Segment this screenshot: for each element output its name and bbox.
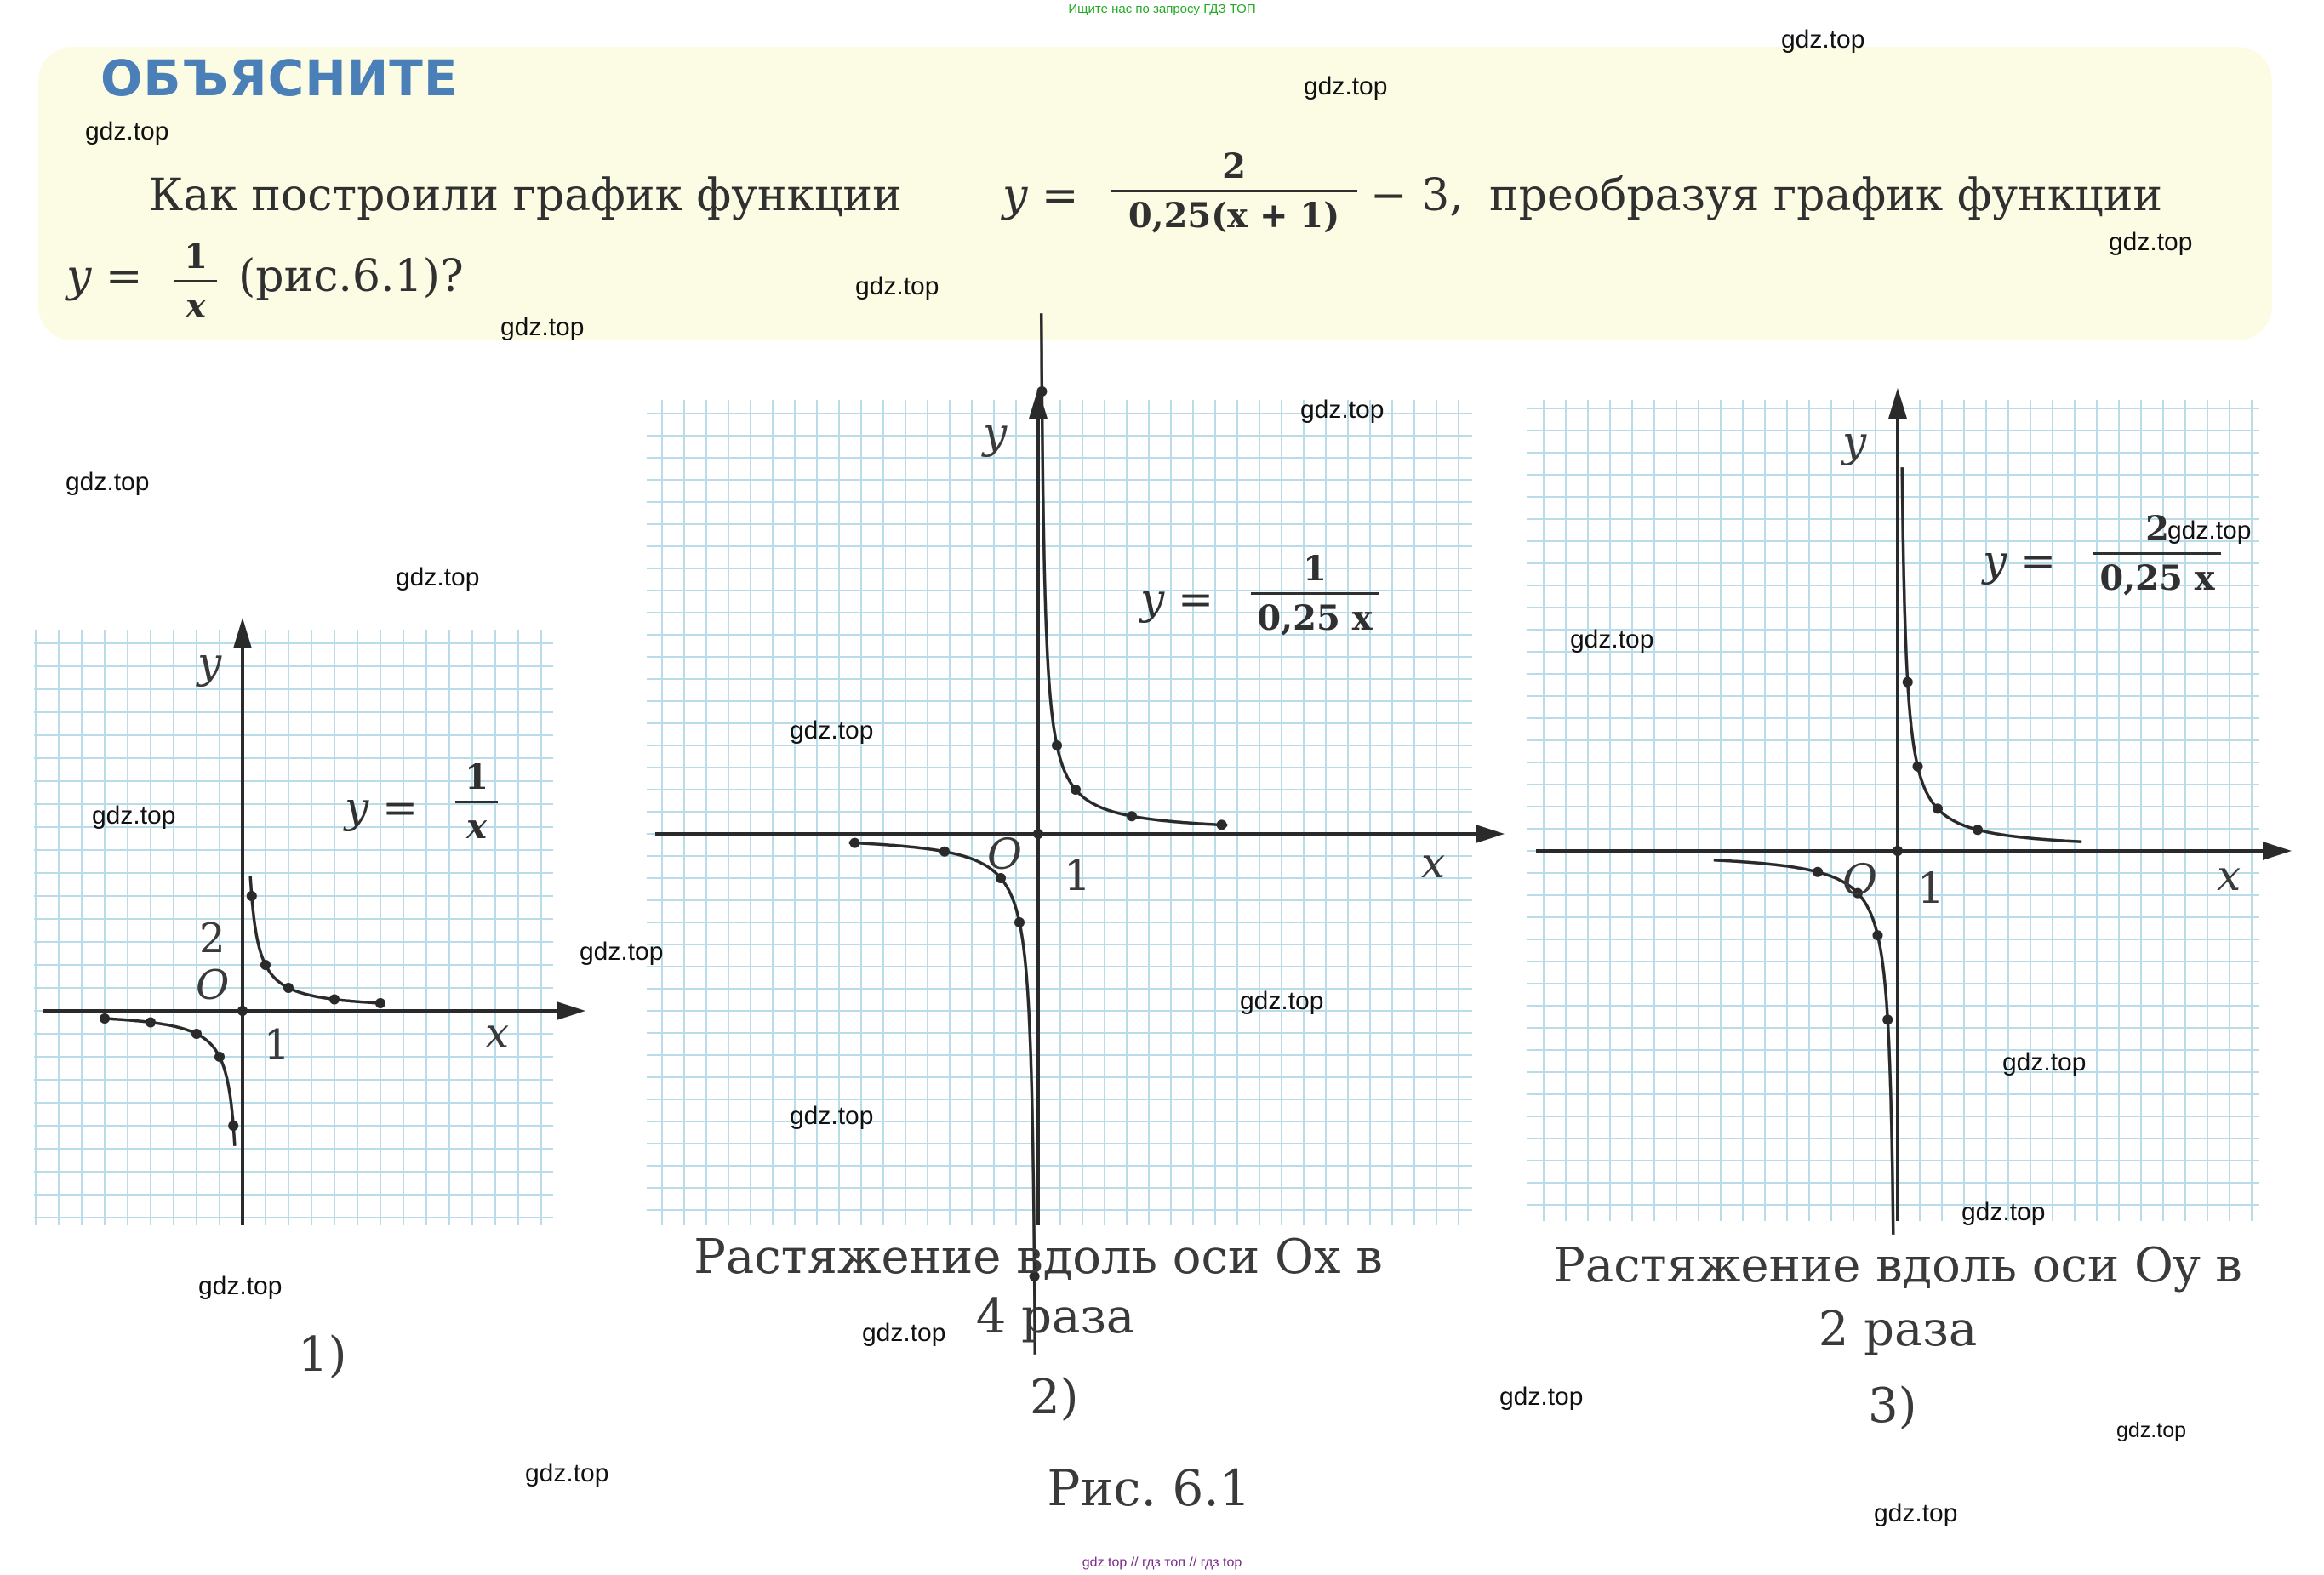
watermark: gdz.top — [85, 117, 169, 146]
point — [283, 983, 294, 993]
task-main-frac-den: 0,25(x + 1) — [1128, 196, 1340, 236]
point — [329, 995, 340, 1005]
g2-label: 2) — [1030, 1370, 1079, 1425]
bottom-note: gdz top // гдз топ // гдз top — [1082, 1555, 1242, 1570]
origin-point — [1893, 846, 1903, 856]
point — [939, 847, 950, 857]
figure-caption: Рис. 6.1 — [1047, 1459, 1251, 1517]
g2-frac-num: 1 — [1303, 549, 1327, 589]
watermark: gdz.top — [1961, 1198, 2046, 1226]
watermark: gdz.top — [1304, 72, 1388, 100]
point — [1882, 1014, 1893, 1024]
point — [1913, 762, 1923, 772]
watermark: gdz.top — [1874, 1499, 1958, 1527]
hyperbola-branch-right — [1902, 467, 2081, 842]
x-axis-arrow — [1476, 825, 1505, 843]
watermark: gdz.top — [2167, 516, 2252, 545]
point — [260, 960, 271, 970]
task-small-frac-num: 1 — [184, 237, 208, 277]
task-text-1: Как построили график функции — [149, 170, 902, 221]
point — [1903, 677, 1913, 688]
g2-formula-lhs: y = — [1140, 574, 1214, 624]
origin-point — [1033, 829, 1043, 839]
point — [247, 891, 257, 901]
watermark: gdz.top — [1300, 396, 1385, 424]
point — [191, 1029, 202, 1039]
point — [375, 998, 385, 1008]
watermark: gdz.top — [66, 468, 150, 496]
g2-frac-den: 0,25 x — [1257, 598, 1373, 638]
task-text-3: (рис.6.1)? — [238, 251, 464, 302]
g3-caption-line-2: 2 раза — [1818, 1302, 1978, 1357]
point — [1071, 785, 1081, 795]
g3-tick-x: 1 — [1917, 864, 1944, 913]
watermark: gdz.top — [525, 1459, 609, 1487]
point — [1127, 811, 1137, 821]
g1-y-label: y — [197, 638, 222, 688]
g1-frac-num: 1 — [465, 757, 488, 797]
watermark: gdz.top — [862, 1319, 946, 1347]
g1-frac-den: x — [466, 807, 487, 847]
watermark: gdz.top — [198, 1272, 283, 1300]
task-text-2: преобразуя график функции — [1489, 170, 2163, 221]
point — [1813, 867, 1823, 877]
point — [1052, 740, 1062, 750]
top-note: Ищите нас по запросу ГДЗ ТОП — [1068, 2, 1256, 16]
watermark: gdz.top — [1499, 1383, 1584, 1411]
watermark: gdz.top — [396, 563, 480, 591]
g3-x-label: x — [2217, 851, 2241, 900]
task-y-eq: y = — [1002, 170, 1079, 221]
point — [146, 1018, 156, 1028]
g2-formula-fraction — [1251, 549, 1379, 638]
graph-1 — [34, 618, 585, 1225]
g2-caption-line-1: Растяжение вдоль оси Ox в — [694, 1230, 1383, 1285]
g1-tick-y: 2 — [199, 915, 226, 962]
y-axis-arrow — [233, 618, 252, 648]
watermark: gdz.top — [2002, 1048, 2087, 1076]
g2-y-label: y — [983, 408, 1008, 458]
y-axis-arrow — [1888, 388, 1907, 419]
point — [1217, 819, 1227, 830]
point — [1036, 386, 1047, 397]
watermark: gdz.top — [92, 802, 176, 830]
watermark: gdz.top — [580, 938, 664, 966]
g3-label: 3) — [1868, 1378, 1917, 1434]
g3-frac-num: 2 — [2145, 509, 2169, 549]
point — [849, 838, 859, 848]
task-main-frac-num: 2 — [1222, 146, 1246, 186]
watermark: gdz.top — [2109, 228, 2193, 256]
watermark: gdz.top — [500, 313, 585, 341]
g3-frac-den: 0,25 x — [2099, 558, 2215, 598]
g1-formula-lhs: y = — [345, 783, 419, 832]
point — [214, 1052, 225, 1062]
g2-tick-x: 1 — [1064, 851, 1091, 900]
g1-label: 1) — [298, 1327, 347, 1383]
g3-caption-line-1: Растяжение вдоль оси Oy в — [1553, 1238, 2242, 1293]
point — [228, 1121, 238, 1131]
x-axis-arrow — [557, 1001, 585, 1020]
point — [1973, 825, 1983, 835]
g1-origin: O — [196, 962, 230, 1009]
point — [1014, 917, 1025, 927]
watermark: gdz.top — [1240, 987, 1324, 1015]
g2-origin: O — [987, 830, 1022, 879]
point — [1873, 930, 1883, 940]
task-minus3: − 3, — [1370, 170, 1464, 221]
g2-caption-line-2: 4 раза — [975, 1289, 1135, 1344]
point — [1933, 803, 1943, 813]
watermark: gdz.top — [790, 1102, 874, 1130]
watermark: gdz.top — [790, 716, 874, 745]
g1-x-label: x — [485, 1008, 510, 1058]
x-axis-arrow — [2263, 842, 2292, 860]
graph-2 — [647, 313, 1505, 1355]
heading: ОБЪЯСНИТЕ — [100, 49, 459, 107]
watermark: gdz.top — [2116, 1418, 2187, 1442]
hyperbola-branch-left — [105, 1019, 235, 1146]
task-y-eq-2: y = — [66, 251, 143, 302]
watermark: gdz.top — [855, 272, 939, 300]
g2-x-label: x — [1421, 838, 1446, 887]
g1-tick-x: 1 — [264, 1021, 290, 1069]
point — [100, 1013, 110, 1024]
hyperbola-branch-right — [250, 876, 380, 1003]
watermark: gdz.top — [1781, 26, 1865, 54]
g3-formula-lhs: y = — [1983, 536, 2057, 585]
origin-point — [237, 1006, 248, 1016]
g3-origin: O — [1842, 855, 1877, 904]
hyperbola-branch-left — [1714, 860, 1893, 1235]
task-small-frac-den: x — [186, 286, 206, 326]
watermark: gdz.top — [1570, 625, 1654, 653]
g3-y-label: y — [1842, 417, 1867, 466]
g1-formula-fraction — [455, 757, 498, 847]
